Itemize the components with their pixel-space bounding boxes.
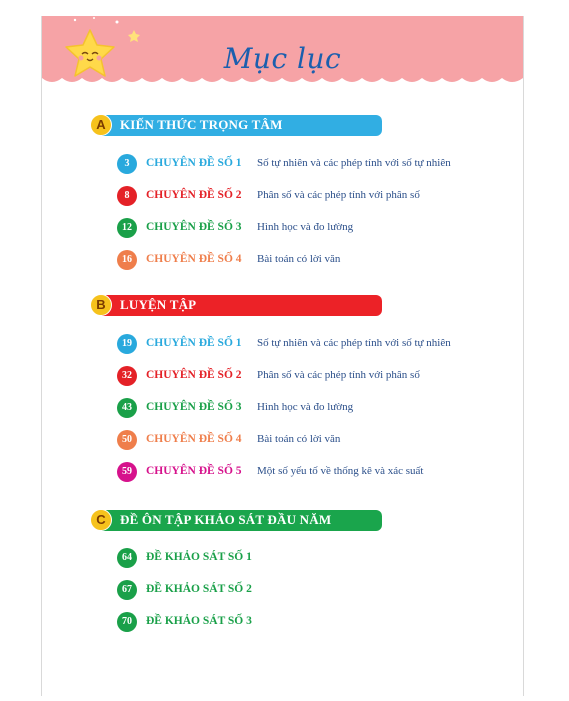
entry-topic: CHUYÊN ĐỀ SỐ 3 <box>146 401 242 413</box>
entry-topic: ĐỀ KHẢO SÁT SỐ 2 <box>146 583 252 595</box>
entry-description: Một số yếu tố về thống kê và xác suất <box>257 465 424 477</box>
entry-description: Hình học và đo lường <box>257 401 354 413</box>
entry-description: Bài toán có lời văn <box>257 433 341 445</box>
section-letter-badge: B <box>90 294 112 316</box>
section-letter-badge: C <box>90 509 112 531</box>
entry-topic: CHUYÊN ĐỀ SỐ 1 <box>146 157 242 169</box>
entry-topic: CHUYÊN ĐỀ SỐ 1 <box>146 337 242 349</box>
page-title: Mục lục <box>223 42 342 75</box>
entry-topic: CHUYÊN ĐỀ SỐ 4 <box>146 253 242 265</box>
entry-description: Số tự nhiên và các phép tính với số tự nhiên <box>257 157 451 169</box>
section-title: LUYỆN TẬP <box>120 297 197 312</box>
entry-topic: ĐỀ KHẢO SÁT SỐ 3 <box>146 615 252 627</box>
section-title: ĐỀ ÔN TẬP KHẢO SÁT ĐẦU NĂM <box>120 512 332 527</box>
section-letter-badge: A <box>90 114 112 136</box>
page-number-badge: 19 <box>117 334 137 354</box>
entry-description: Số tự nhiên và các phép tính với số tự nhiên <box>257 337 451 349</box>
page-number-badge: 32 <box>117 366 137 386</box>
page-number-badge: 3 <box>117 154 137 174</box>
document-page <box>41 16 524 696</box>
page-number-badge: 70 <box>117 612 137 632</box>
entry-description: Bài toán có lời văn <box>257 253 341 265</box>
page-number-badge: 12 <box>117 218 137 238</box>
entry-topic: CHUYÊN ĐỀ SỐ 3 <box>146 221 242 233</box>
entry-topic: CHUYÊN ĐỀ SỐ 4 <box>146 433 242 445</box>
page-number-badge: 64 <box>117 548 137 568</box>
entry-topic: CHUYÊN ĐỀ SỐ 2 <box>146 189 242 201</box>
entry-topic: CHUYÊN ĐỀ SỐ 5 <box>146 465 242 477</box>
page-number-badge: 16 <box>117 250 137 270</box>
page-number-badge: 67 <box>117 580 137 600</box>
page-number-badge: 43 <box>117 398 137 418</box>
section-title: KIẾN THỨC TRỌNG TÂM <box>120 117 283 132</box>
entry-topic: CHUYÊN ĐỀ SỐ 2 <box>146 369 242 381</box>
page-number-badge: 50 <box>117 430 137 450</box>
header-banner <box>42 16 523 98</box>
page-number-badge: 59 <box>117 462 137 482</box>
page-number-badge: 8 <box>117 186 137 206</box>
entry-description: Phân số và các phép tính với phân số <box>257 369 420 381</box>
entry-description: Hình học và đo lường <box>257 221 354 233</box>
entry-description: Phân số và các phép tính với phân số <box>257 189 420 201</box>
entry-topic: ĐỀ KHẢO SÁT SỐ 1 <box>146 551 252 563</box>
